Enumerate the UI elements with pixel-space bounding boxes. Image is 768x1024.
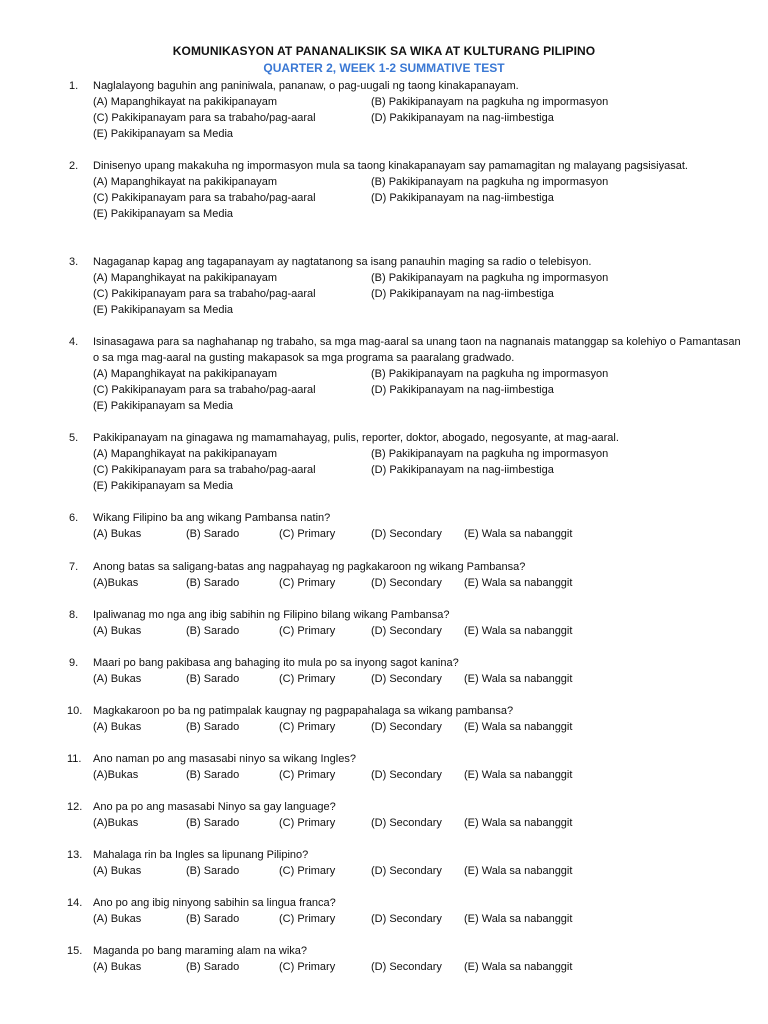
option-a: (A) Bukas [93, 721, 142, 733]
option-c: (C) Primary [279, 913, 336, 925]
option-c: (C) Primary [279, 673, 336, 685]
question-number: 4. [69, 336, 79, 348]
document-subtitle: QUARTER 2, WEEK 1-2 SUMMATIVE TEST [263, 61, 505, 75]
option-c: (C) Pakikipanayam para sa trabaho/pag-aaral [93, 192, 316, 204]
question-text: Wikang Filipino ba ang wikang Pambansa natin? [93, 512, 331, 524]
option-a: (A) Bukas [93, 625, 142, 637]
option-row [93, 366, 753, 382]
question-number: 10. [67, 705, 83, 717]
question-text: Pakikipanayam na ginagawa ng mamamahayag, pulis, reporter, doktor, abogado, negosyante, at mag-aaral. [93, 432, 619, 444]
option-b: (B) Pakikipanayam na pagkuha ng impormasyon [371, 448, 609, 460]
option-c: (C) Primary [279, 769, 336, 781]
option-row [93, 478, 753, 494]
option-c: (C) Primary [279, 577, 336, 589]
option-a: (A)Bukas [93, 577, 139, 589]
option-a: (A) Bukas [93, 673, 142, 685]
option-a: (A) Bukas [93, 528, 142, 540]
option-d: (D) Secondary [371, 721, 442, 733]
option-e: (E) Pakikipanayam sa Media [93, 128, 234, 140]
option-c: (C) Primary [279, 961, 336, 973]
option-e: (E) Wala sa nabanggit [464, 577, 573, 589]
option-row [93, 671, 753, 687]
question-13 [0, 847, 768, 879]
option-e: (E) Pakikipanayam sa Media [93, 400, 234, 412]
question-number: 15. [67, 945, 83, 957]
option-c: (C) Primary [279, 865, 336, 877]
option-a: (A) Mapanghikayat na pakikipanayam [93, 368, 278, 380]
question-text: Maganda po bang maraming alam na wika? [93, 945, 308, 957]
option-d: (D) Secondary [371, 913, 442, 925]
question-2 [0, 158, 768, 222]
question-1 [0, 78, 768, 142]
option-d: (D) Pakikipanayam na nag-iimbestiga [371, 384, 554, 396]
option-row [93, 863, 753, 879]
option-row [93, 398, 753, 414]
option-b: (B) Sarado [186, 528, 240, 540]
question-number: 6. [69, 512, 79, 524]
option-c: (C) Primary [279, 721, 336, 733]
question-12 [0, 799, 768, 831]
option-d: (D) Secondary [371, 528, 442, 540]
question-8 [0, 607, 768, 639]
option-row [93, 302, 753, 318]
option-row [93, 719, 753, 735]
question-number: 12. [67, 801, 83, 813]
option-e: (E) Wala sa nabanggit [464, 528, 573, 540]
option-a: (A) Mapanghikayat na pakikipanayam [93, 96, 278, 108]
question-number: 3. [69, 256, 79, 268]
question-text: Anong batas sa saligang-batas ang nagpahayag ng pagkakaroon ng wikang Pambansa? [93, 561, 526, 573]
question-text: Ano po ang ibig ninyong sabihin sa lingua franca? [93, 897, 336, 909]
option-d: (D) Pakikipanayam na nag-iimbestiga [371, 112, 554, 124]
option-c: (C) Pakikipanayam para sa trabaho/pag-aaral [93, 384, 316, 396]
option-row [93, 94, 753, 110]
option-b: (B) Pakikipanayam na pagkuha ng impormasyon [371, 272, 609, 284]
question-number: 5. [69, 432, 79, 444]
option-row [93, 110, 753, 126]
option-b: (B) Pakikipanayam na pagkuha ng impormasyon [371, 176, 609, 188]
option-row [93, 623, 753, 639]
question-text: Nagaganap kapag ang tagapanayam ay nagtatanong sa isang panauhin maging sa radio o telebisyon. [93, 256, 592, 268]
question-3 [0, 254, 768, 318]
option-e: (E) Wala sa nabanggit [464, 865, 573, 877]
option-row [93, 206, 753, 222]
question-number: 9. [69, 657, 79, 669]
option-a: (A) Bukas [93, 961, 142, 973]
option-d: (D) Secondary [371, 961, 442, 973]
question-text: Isinasagawa para sa naghahanap ng trabaho, sa mga mag-aaral sa unang taon na nagnanais matanggap sa kolehiyo o Pamantasan o sa mga mag-aaral na gusting makapasok sa mga programa sa paaralang gradwado. [93, 336, 741, 364]
option-b: (B) Pakikipanayam na pagkuha ng impormasyon [371, 96, 609, 108]
option-a: (A) Mapanghikayat na pakikipanayam [93, 448, 278, 460]
option-row [93, 270, 753, 286]
option-e: (E) Wala sa nabanggit [464, 913, 573, 925]
option-b: (B) Sarado [186, 673, 240, 685]
question-text: Ano naman po ang masasabi ninyo sa wikang Ingles? [93, 753, 356, 765]
option-c: (C) Primary [279, 817, 336, 829]
option-a: (A) Mapanghikayat na pakikipanayam [93, 176, 278, 188]
option-d: (D) Pakikipanayam na nag-iimbestiga [371, 464, 554, 476]
question-number: 2. [69, 160, 79, 172]
question-text: Ipaliwanag mo nga ang ibig sabihin ng Filipino bilang wikang Pambansa? [93, 609, 450, 621]
question-text: Naglalayong baguhin ang paniniwala, pananaw, o pag-uugali ng taong kinakapanayam. [93, 80, 519, 92]
option-row [93, 286, 753, 302]
option-e: (E) Wala sa nabanggit [464, 961, 573, 973]
option-b: (B) Sarado [186, 769, 240, 781]
option-d: (D) Secondary [371, 577, 442, 589]
option-row [93, 190, 753, 206]
option-e: (E) Wala sa nabanggit [464, 625, 573, 637]
option-d: (D) Secondary [371, 769, 442, 781]
option-e: (E) Wala sa nabanggit [464, 673, 573, 685]
option-row [93, 446, 753, 462]
option-d: (D) Secondary [371, 865, 442, 877]
option-c: (C) Primary [279, 528, 336, 540]
option-row [93, 126, 753, 142]
option-e: (E) Pakikipanayam sa Media [93, 304, 234, 316]
option-e: (E) Wala sa nabanggit [464, 817, 573, 829]
question-number: 14. [67, 897, 83, 909]
question-number: 8. [69, 609, 79, 621]
question-text: Maari po bang pakibasa ang bahaging ito mula po sa inyong sagot kanina? [93, 657, 459, 669]
option-b: (B) Sarado [186, 721, 240, 733]
option-b: (B) Sarado [186, 577, 240, 589]
option-e: (E) Wala sa nabanggit [464, 721, 573, 733]
question-11 [0, 751, 768, 783]
option-a: (A)Bukas [93, 817, 139, 829]
question-4 [0, 334, 768, 414]
question-text: Dinisenyo upang makakuha ng impormasyon mula sa taong kinakapanayam say pamamagitan ng malayang pagsisiyasat. [93, 160, 688, 172]
option-row [93, 526, 753, 542]
option-row [93, 767, 753, 783]
option-d: (D) Secondary [371, 673, 442, 685]
question-7 [0, 559, 768, 591]
document-title: KOMUNIKASYON AT PANANALIKSIK SA WIKA AT KULTURANG PILIPINO [172, 44, 596, 58]
option-row [93, 382, 753, 398]
question-number: 7. [69, 561, 79, 573]
question-text: Ano pa po ang masasabi Ninyo sa gay language? [93, 801, 336, 813]
option-a: (A)Bukas [93, 769, 139, 781]
option-d: (D) Pakikipanayam na nag-iimbestiga [371, 288, 554, 300]
option-b: (B) Sarado [186, 961, 240, 973]
option-row [93, 815, 753, 831]
question-number: 13. [67, 849, 83, 861]
option-c: (C) Primary [279, 625, 336, 637]
question-10 [0, 703, 768, 735]
option-row [93, 462, 753, 478]
option-b: (B) Sarado [186, 625, 240, 637]
question-5 [0, 430, 768, 494]
option-c: (C) Pakikipanayam para sa trabaho/pag-aaral [93, 464, 316, 476]
option-b: (B) Sarado [186, 817, 240, 829]
option-a: (A) Bukas [93, 865, 142, 877]
option-e: (E) Pakikipanayam sa Media [93, 208, 234, 220]
option-c: (C) Pakikipanayam para sa trabaho/pag-aaral [93, 288, 316, 300]
question-number: 11. [67, 753, 82, 765]
question-text: Magkakaroon po ba ng patimpalak kaugnay ng pagpapahalaga sa wikang pambansa? [93, 705, 514, 717]
question-14 [0, 895, 768, 927]
question-9 [0, 655, 768, 687]
option-b: (B) Sarado [186, 865, 240, 877]
option-b: (B) Sarado [186, 913, 240, 925]
option-row [93, 174, 753, 190]
option-row [93, 575, 753, 591]
option-d: (D) Pakikipanayam na nag-iimbestiga [371, 192, 554, 204]
question-number: 1. [69, 80, 79, 92]
option-e: (E) Wala sa nabanggit [464, 769, 573, 781]
option-d: (D) Secondary [371, 817, 442, 829]
option-d: (D) Secondary [371, 625, 442, 637]
option-e: (E) Pakikipanayam sa Media [93, 480, 234, 492]
question-15 [0, 943, 768, 975]
option-row [93, 959, 753, 975]
option-a: (A) Mapanghikayat na pakikipanayam [93, 272, 278, 284]
question-text: Mahalaga rin ba Ingles sa lipunang Pilipino? [93, 849, 309, 861]
option-b: (B) Pakikipanayam na pagkuha ng impormasyon [371, 368, 609, 380]
option-a: (A) Bukas [93, 913, 142, 925]
question-6 [0, 510, 768, 542]
option-c: (C) Pakikipanayam para sa trabaho/pag-aaral [93, 112, 316, 124]
option-row [93, 911, 753, 927]
